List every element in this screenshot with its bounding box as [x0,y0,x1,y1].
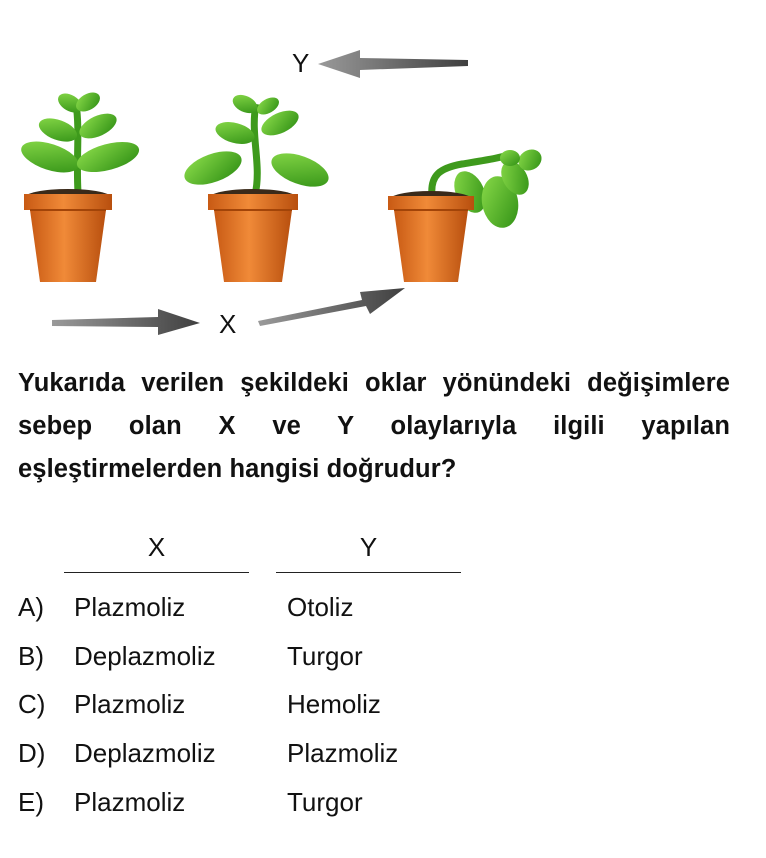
plant-3-wilted-icon [388,145,545,282]
option-y-value: Plazmoliz [287,738,399,768]
option-letter: B) [18,641,44,671]
option-y-value: Otoliz [287,592,354,622]
option-letter: C) [18,689,46,719]
option-b[interactable] [0,641,766,681]
label-y: Y [292,48,310,78]
label-x: X [219,309,237,339]
option-x-value: Deplazmoliz [74,641,216,671]
column-underline-y [276,572,461,573]
option-x-value: Deplazmoliz [74,738,216,768]
plant-1-icon [17,89,142,282]
option-x-value: Plazmoliz [74,689,186,719]
option-d[interactable] [0,738,766,778]
column-header-y: Y [359,532,378,562]
column-underline-x [64,572,249,573]
option-y-value: Turgor [287,641,363,671]
option-c[interactable] [0,689,766,729]
arrow-y-icon [318,50,468,78]
option-y-value: Hemoliz [287,689,381,719]
arrow-x-left-icon [52,309,200,335]
option-x-value: Plazmoliz [74,787,186,817]
arrow-x-right-icon [258,288,405,326]
option-letter: D) [18,738,46,768]
question-text: Yukarıda verilen şekildeki oklar yönündeki değişimlere sebep olan X ve Y olaylarıyla ilgili yapılan eşleştirmelerden hangisi doğrudur? [18,369,730,483]
option-letter: E) [18,787,44,817]
option-x-value: Plazmoliz [74,592,186,622]
option-e[interactable] [0,787,766,827]
option-a[interactable] [0,592,766,632]
option-y-value: Turgor [287,787,363,817]
column-header-x: X [147,532,166,562]
plant-figure [0,0,766,345]
plant-2-icon [180,91,333,282]
option-letter: A) [18,592,44,622]
